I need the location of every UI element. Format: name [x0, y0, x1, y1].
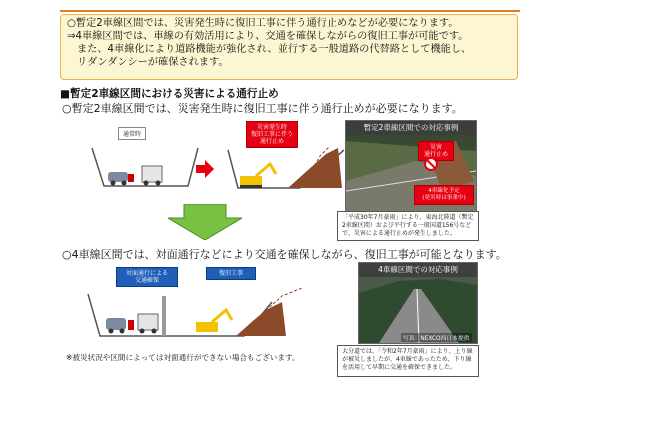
bollard-icon	[128, 320, 134, 330]
summary-line-1: ○暫定2車線区間では、災害発生時に復旧工事に伴う通行止めなどが必要になります。	[67, 18, 459, 29]
down-arrow-icon	[168, 204, 242, 240]
normal-label: 通常時	[118, 127, 146, 140]
statement-four-lane: ○4車線区間では、対面通行などにより交通を確保しながら、復旧工事が可能となります。	[62, 248, 507, 261]
summary-line-4: リダンダンシーが確保されます。	[77, 57, 229, 68]
truck-icon	[142, 166, 162, 182]
excavator-icon	[196, 322, 218, 332]
summary-line-3: また、4車線化により道路機能が強化され、並行する一般道路の代替路として機能し、	[77, 44, 472, 55]
landslide-icon	[236, 302, 286, 336]
photo-four-lane-case	[358, 262, 478, 344]
car-icon	[108, 172, 128, 182]
summary-box	[60, 14, 518, 80]
photo-credit: 写真：NEXCO西日本提供	[401, 333, 472, 342]
truck-icon	[138, 314, 158, 330]
repair-work-label: 復旧工事	[206, 267, 256, 280]
bollard-icon	[128, 174, 134, 182]
photo-two-lane-title: 暫定2車線区間での対応事例	[346, 121, 476, 135]
median-barrier	[162, 296, 166, 336]
top-accent-line	[60, 10, 520, 12]
statement-two-lane: ○暫定2車線区間では、災害発生時に復旧工事に伴う通行止めが必要になります。	[62, 102, 463, 115]
normal-road-diagram	[90, 140, 200, 190]
photo-two-lane-case	[345, 120, 477, 212]
photo-two-lane-caption: 「平成30年7月豪雨」により、東海北陸道（暫定2車線区間）および平行する一般国道156号などで、災害による通行止めが発生しました。	[337, 211, 479, 241]
photo-closure-tag: 災害 通行止め	[418, 141, 454, 161]
summary-line-2: ⇒4車線区間では、車線の有効活用により、交通を確保しながらの復旧工事が可能です。	[67, 31, 469, 42]
car-icon	[106, 318, 126, 330]
excavator-icon	[240, 176, 262, 186]
footnote: ※被災状況や区間によっては対面通行ができない場合もございます。	[66, 353, 300, 362]
landslide-icon	[288, 148, 342, 188]
section-title: ■暫定2車線区間における災害による通行止め	[60, 88, 279, 100]
no-entry-icon	[424, 157, 438, 171]
photo-four-lane-caption: 大分道では、「令和2年7月豪雨」により、上り線が被災しましたが、4車線であったため、下り線を活用して早期に交通を確保できました。	[337, 345, 479, 377]
four-lane-road-diagram	[86, 288, 306, 340]
two-way-traffic-label: 対面通行による 交通確保	[116, 267, 178, 287]
photo-construction-tag: 4車線化予定 (発災時は事業中)	[414, 185, 474, 205]
photo-four-lane-title: 4車線区間での対応事例	[359, 263, 477, 277]
disaster-closure-label: 災害発生時 復旧工事に伴う 通行止め	[246, 121, 298, 148]
right-arrow-icon	[196, 160, 214, 178]
